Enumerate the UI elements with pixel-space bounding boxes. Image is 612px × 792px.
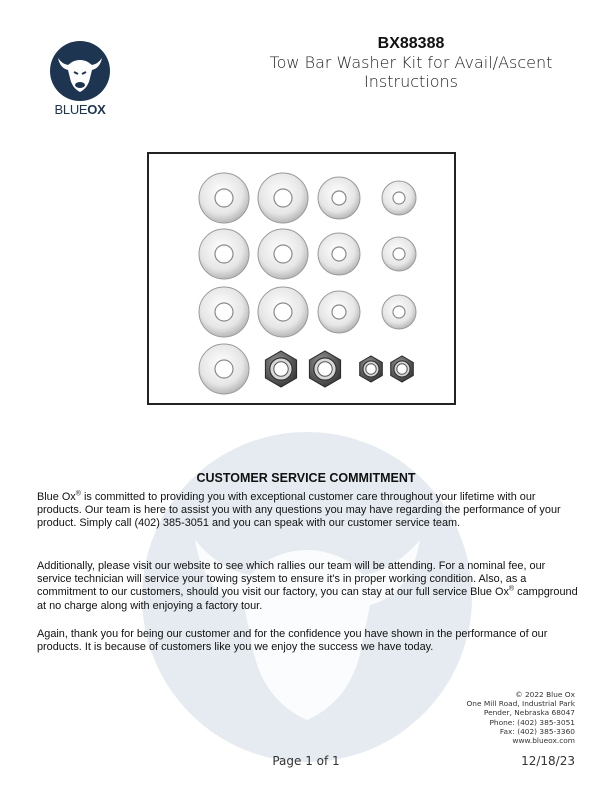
paragraph-thanks: Again, thank you for being our customer and for the confidence you have shown in the performance of our products. It is because of customers like you we enjoy the success we have today.: [37, 628, 548, 654]
section-heading: CUSTOMER SERVICE COMMITMENT: [196, 471, 416, 485]
washer-small: [382, 295, 416, 329]
fax-number: Fax: (402) 385-3360: [499, 726, 575, 736]
washer-large: [258, 229, 308, 279]
website: www.blueox.com: [512, 736, 575, 746]
paragraph-rallies: Additionally, please visit our website to see which rallies our team will be attending. For a nominal fee, our service technician will service your towing system to ensure it's in proper working condition. Also, as a commitment to our customers, should you visit our factory, you can stay at our full service Blue Ox® campground at no charge along with enjoying a factory tour.: [37, 560, 578, 612]
washer-medium: [318, 177, 360, 219]
address-street: One Mill Road, Industrial Park: [466, 699, 575, 709]
washer-large: [199, 173, 249, 223]
washer-large: [199, 344, 249, 394]
hex-nut-small: [360, 356, 383, 382]
document-subtitle: Instructions: [364, 72, 458, 91]
logo-wordmark: BLUEOX: [54, 102, 106, 117]
part-number: BX88388: [377, 35, 445, 52]
phone-number: Phone: (402) 385-3051: [489, 717, 575, 727]
page-number: Page 1 of 1: [272, 754, 340, 768]
company-address: [466, 690, 575, 745]
hex-nut-large: [309, 351, 340, 387]
document-title: Tow Bar Washer Kit for Avail/Ascent: [269, 53, 553, 72]
washer-large: [258, 173, 308, 223]
hex-nut-small: [391, 356, 414, 382]
washer-large: [258, 287, 308, 337]
document-date: 12/18/23: [521, 754, 575, 768]
washer-medium: [318, 291, 360, 333]
document-header: [246, 34, 576, 91]
parts-photo: [147, 152, 456, 405]
washer-large: [199, 229, 249, 279]
washer-medium: [318, 233, 360, 275]
washer-small: [382, 237, 416, 271]
address-city: Pender, Nebraska 68047: [483, 708, 575, 718]
hex-nut-large: [265, 351, 296, 387]
paragraph-commitment: Blue Ox® is committed to providing you with exceptional customer care throughout your lifetime with our products. Our team is here to assist you with any questions you may have regarding the performance of your product. Simply call (402) 385-3051 and you can speak with our customer service team.: [37, 490, 561, 530]
copyright: © 2022 Blue Ox: [515, 690, 575, 699]
parts-illustration: [149, 154, 454, 403]
washer-small: [382, 181, 416, 215]
washer-large: [199, 287, 249, 337]
